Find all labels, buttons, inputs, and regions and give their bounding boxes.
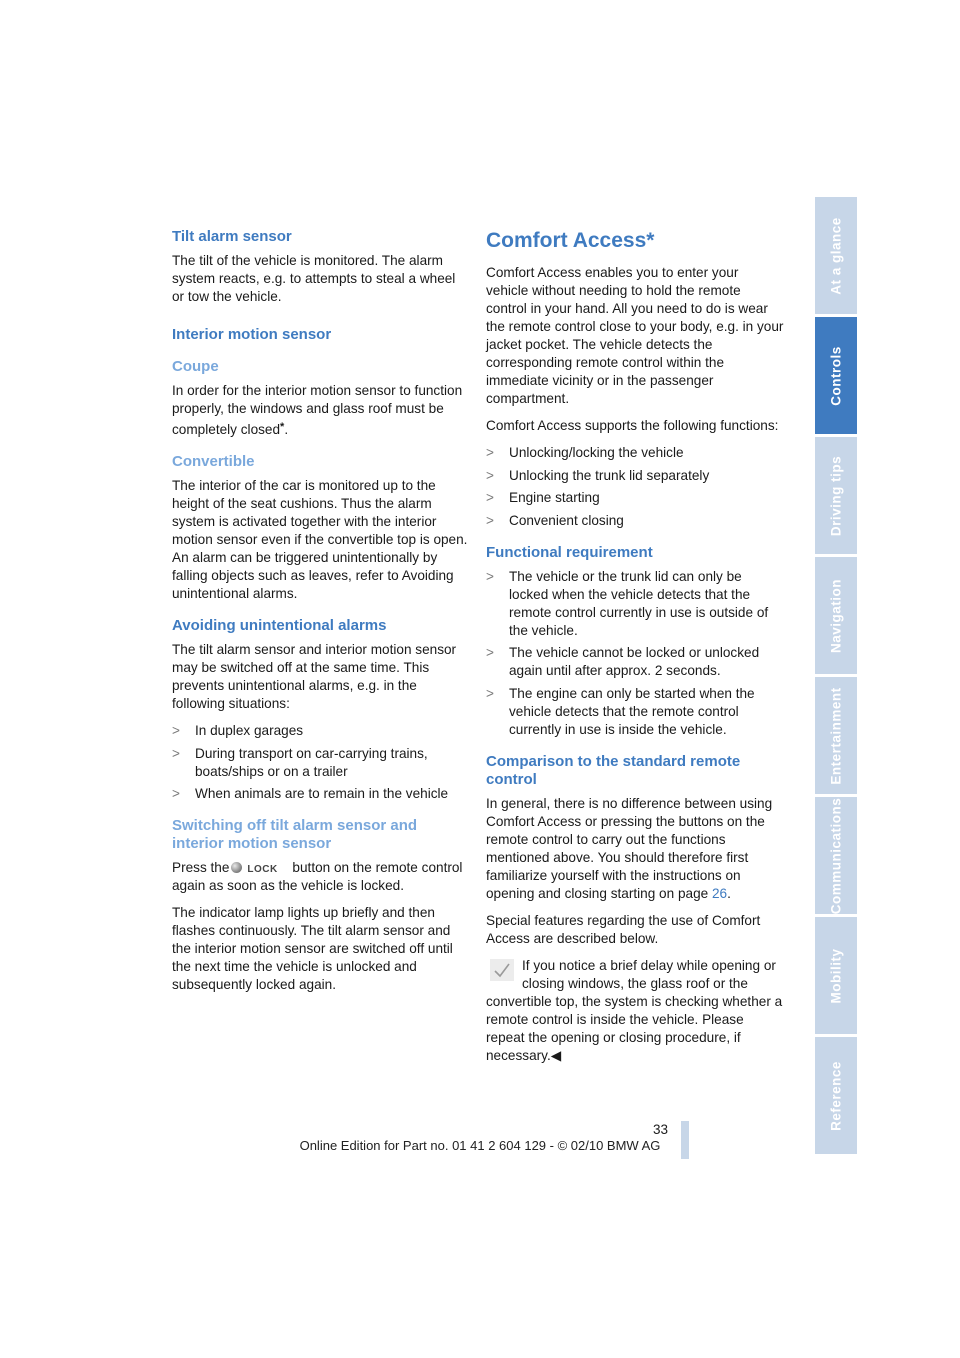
special-text: Special features regarding the use of Comfort Access are described below. xyxy=(486,912,761,946)
avoid-list xyxy=(172,722,468,803)
note: If you notice a brief delay while opening or closing windows, the glass roof or the convertible top, the system is checking whether a remote control is inside the vehicle. Please repeat the opening or closing procedure, if necessary.◀ xyxy=(486,957,783,1063)
list-item: > Convenient closing xyxy=(486,512,624,528)
tab-controls[interactable]: Controls xyxy=(815,317,857,434)
press-text: Press the LOCK button on the remote control again as soon as the vehicle is locked. xyxy=(172,860,463,893)
interior-heading: Interior motion sensor xyxy=(172,326,332,343)
avoid-heading: Avoiding unintentional alarms xyxy=(172,617,387,634)
asterisk-mark: * xyxy=(280,421,285,433)
right-column xyxy=(486,228,784,1074)
switch-heading: Switching off tilt alarm sensor and interior motion sensor xyxy=(172,817,418,852)
footer-text: Online Edition for Part no. 01 41 2 604 129 - © 02/10 BMW AG xyxy=(299,1138,661,1153)
functional-heading: Functional requirement xyxy=(486,543,653,561)
tab-communications[interactable]: Communications xyxy=(815,797,857,914)
list-item: > The vehicle or the trunk lid can only be locked when the vehicle detects that the remote control currently in use is outside of the vehicle. xyxy=(486,568,769,638)
coupe-text: In order for the interior motion sensor to function properly, the windows and glass roof must be completely closed*. xyxy=(172,383,463,437)
tilt-text: The tilt of the vehicle is monitored. The alarm system reacts, e.g. to attempts to steal a wheel or tow the vehicle. xyxy=(172,253,456,304)
supports-text: Comfort Access supports the following functions: xyxy=(486,418,779,433)
tab-driving-tips[interactable]: Driving tips xyxy=(815,437,857,554)
tilt-heading: Tilt alarm sensor xyxy=(172,228,292,245)
list-item: > In duplex garages xyxy=(172,723,304,738)
tab-entertainment[interactable]: Entertainment xyxy=(815,677,857,794)
indicator-text: The indicator lamp lights up briefly and then flashes continuously. The tilt alarm sensor and the interior motion sensor are switched off until the next time the vehicle is unlocked and subsequently locked again. xyxy=(172,905,453,992)
list-item: > The engine can only be started when the vehicle detects that the remote control currently in use is inside the vehicle. xyxy=(486,685,755,737)
coupe-heading: Coupe xyxy=(172,358,219,375)
lock-button-icon: LOCK xyxy=(231,861,289,874)
list-item: > When animals are to remain in the vehicle xyxy=(172,786,449,801)
avoid-text: The tilt alarm sensor and interior motion sensor may be switched off at the same time. This prevents unintentional alarms, e.g. in the following situations: xyxy=(172,642,457,711)
convertible-text: The interior of the car is monitored up to the height of the seat cushions. Thus the alarm system is activated together with the interior motion sensor even if the convertible top is open. An alarm can be triggered unintentionally by falling objects such as leaves, refer to Avoiding unintentional alarms. xyxy=(172,478,468,601)
convertible-heading: Convertible xyxy=(172,453,255,470)
list-item: > Engine starting xyxy=(486,490,600,505)
tab-at-a-glance[interactable]: At a glance xyxy=(815,197,857,314)
chapter-tabs xyxy=(815,197,857,1157)
list-item: > Unlocking the trunk lid separately xyxy=(486,467,710,483)
list-item: > The vehicle cannot be locked or unlocked again until after approx. 2 seconds. xyxy=(486,645,760,678)
comparison-heading: Comparison to the standard remote control xyxy=(486,752,741,788)
comfort-access-title: Comfort Access* xyxy=(486,229,655,252)
page-number: 33 xyxy=(652,1122,668,1137)
tab-reference[interactable]: Reference xyxy=(815,1037,857,1154)
left-column xyxy=(172,228,468,1003)
page-link[interactable]: 26 xyxy=(711,885,728,901)
tab-mobility[interactable]: Mobility xyxy=(815,917,857,1034)
support-list xyxy=(486,444,784,530)
functional-list xyxy=(486,568,784,739)
tab-navigation[interactable]: Navigation xyxy=(815,557,857,674)
list-item: > During transport on car-carrying trains, boats/ships or on a trailer xyxy=(172,745,428,779)
list-item: > Unlocking/locking the vehicle xyxy=(486,445,684,460)
comparison-text: In general, there is no difference between using Comfort Access or pressing the buttons on the remote control to carry out the functions mentioned above. You should therefore first familiarize yourself with the instructions on opening and closing starting on page 26. xyxy=(486,795,773,901)
comfort-text: Comfort Access enables you to enter your vehicle without needing to hold the remote control in your hand. All you need to do is wear the remote control close to your body, e.g. in your jacket pocket. The vehicle detects the corresponding remote control within the immediate vicinity or in the passenger compartment. xyxy=(486,265,784,406)
end-mark-icon: ◀ xyxy=(550,1047,562,1063)
note-check-icon xyxy=(490,959,514,981)
